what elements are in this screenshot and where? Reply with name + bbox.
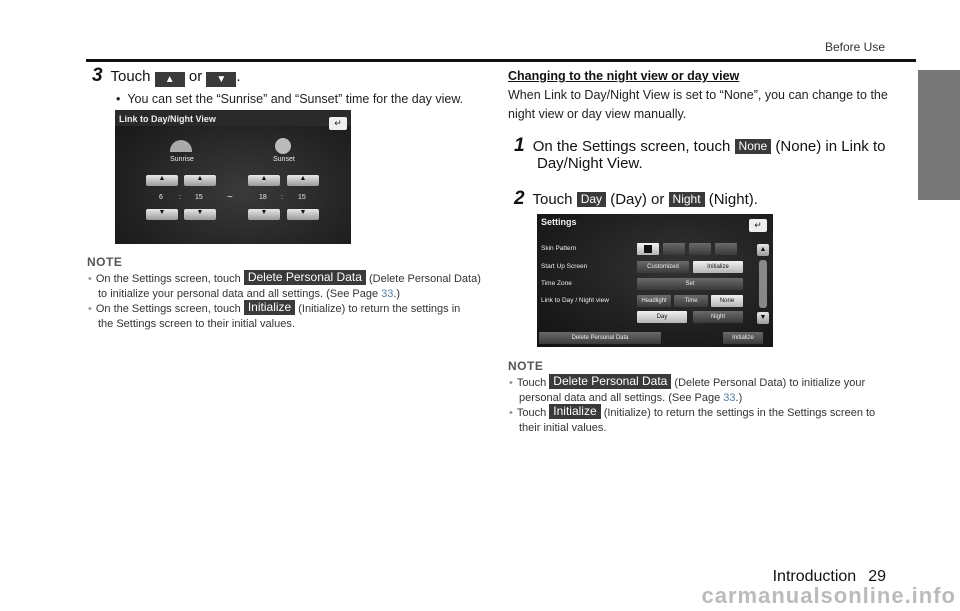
step-1-continued: Day/Night View. bbox=[537, 155, 643, 172]
scroll-up-icon: ▲ bbox=[757, 244, 769, 256]
step-2: 2 Touch Day (Day) or Night (Night). bbox=[514, 188, 758, 209]
row-start-up-screen: Start Up Screen bbox=[541, 263, 588, 270]
down-arrow-button-icon: ▼ bbox=[206, 72, 236, 87]
note-heading: NOTE bbox=[87, 255, 123, 269]
screenshot-link-day-night: Link to Day/Night View ↵ Sunrise Sunset ▲ ▲ ▲ ▲ 6 : 15 ~ 18 : 15 ▼ ▼ ▼ ▼ bbox=[115, 110, 351, 244]
scrollbar bbox=[759, 260, 767, 308]
screenshot-settings bbox=[537, 214, 773, 347]
section-title: Changing to the night view or day view bbox=[508, 69, 740, 83]
row-time-zone: Time Zone bbox=[541, 280, 572, 287]
delete-personal-data-button: Delete Personal Data bbox=[549, 374, 671, 389]
up-arrow-button-icon: ▲ bbox=[155, 72, 185, 87]
running-header: Before Use bbox=[824, 40, 885, 54]
sunset-hour-up-button: ▲ bbox=[248, 175, 280, 186]
scroll-down-icon: ▼ bbox=[757, 312, 769, 324]
sunrise-min-down-button: ▼ bbox=[184, 209, 216, 220]
sunset-minute: 15 bbox=[298, 194, 306, 201]
note-item-2: • On the Settings screen, touch Initialize (Initialize) to return the settings in the Settings screen to their initial values. bbox=[88, 300, 461, 330]
sunrise-icon bbox=[170, 140, 192, 152]
note-heading: NOTE bbox=[508, 359, 544, 373]
time-button: Time bbox=[674, 295, 708, 307]
back-icon: ↵ bbox=[749, 219, 767, 232]
sunset-min-up-button: ▲ bbox=[287, 175, 319, 186]
sunset-icon bbox=[275, 138, 291, 154]
note-item-1: • Touch Delete Personal Data (Delete Personal Data) to initialize your personal data and all settings. (See Page 33.) bbox=[509, 374, 866, 404]
none-option-button: None bbox=[711, 295, 743, 307]
row-link-day-night: Link to Day / Night view bbox=[541, 297, 609, 304]
row-skin-pattern: Skin Pattern bbox=[541, 245, 577, 252]
sunrise-min-up-button: ▲ bbox=[184, 175, 216, 186]
sunrise-hour-up-button: ▲ bbox=[146, 175, 178, 186]
night-button: Night bbox=[669, 192, 705, 207]
sunset-hour-down-button: ▼ bbox=[248, 209, 280, 220]
skin-2-button bbox=[663, 243, 685, 255]
headlight-button: Headlight bbox=[637, 295, 671, 307]
delete-personal-data-button: Delete Personal Data bbox=[539, 332, 661, 344]
note-item-2: • Touch Initialize (Initialize) to return the settings in the Settings screen to their initial values. bbox=[509, 404, 876, 434]
step-1: 1 On the Settings screen, touch None (None) in Link to bbox=[514, 135, 886, 156]
sunset-min-down-button: ▼ bbox=[287, 209, 319, 220]
startup-initialize-button: Initialize bbox=[693, 261, 743, 273]
skin-4-button bbox=[715, 243, 737, 255]
back-icon: ↵ bbox=[329, 117, 347, 130]
header-rule bbox=[86, 59, 916, 62]
sunset-hour: 18 bbox=[259, 194, 267, 201]
none-button: None bbox=[735, 139, 772, 154]
sunset-label: Sunset bbox=[273, 156, 295, 163]
bullet-item: • You can set the “Sunrise” and “Sunset” time for the day view. bbox=[116, 92, 464, 106]
page-number: 29 bbox=[868, 568, 886, 585]
chapter-tab bbox=[918, 70, 960, 200]
sunrise-label: Sunrise bbox=[170, 156, 194, 163]
skin-swatch-icon bbox=[644, 245, 652, 253]
screen-title: Link to Day/Night View bbox=[119, 114, 216, 124]
footer-section: Introduction bbox=[772, 568, 857, 585]
initialize-button: Initialize bbox=[244, 300, 295, 315]
note-item-1: • On the Settings screen, touch Delete Personal Data (Delete Personal Data) to initialize your personal data and all settings. (See Page 33.) bbox=[88, 270, 481, 300]
day-button: Day bbox=[577, 192, 606, 207]
watermark: carmanualsonline.info bbox=[701, 583, 956, 608]
sunrise-minute: 15 bbox=[195, 194, 203, 201]
set-button: Set bbox=[637, 278, 743, 290]
delete-personal-data-button: Delete Personal Data bbox=[244, 270, 366, 285]
sunrise-hour: 6 bbox=[159, 194, 163, 201]
skin-3-button bbox=[689, 243, 711, 255]
screen-title: Settings bbox=[541, 217, 577, 227]
step-3: 3 Touch ▲ or ▼ . bbox=[92, 65, 241, 86]
customized-button: Customized bbox=[637, 261, 689, 273]
initialize-button: Initialize bbox=[549, 404, 600, 419]
initialize-all-button: Initialize bbox=[723, 332, 763, 344]
intro-paragraph: When Link to Day/Night View is set to “None”, you can change to the night view or day view manually. bbox=[508, 88, 888, 121]
step-number: 3 bbox=[92, 65, 103, 86]
night-option-button: Night bbox=[693, 311, 743, 323]
day-option-button: Day bbox=[637, 311, 687, 323]
sunrise-hour-down-button: ▼ bbox=[146, 209, 178, 220]
